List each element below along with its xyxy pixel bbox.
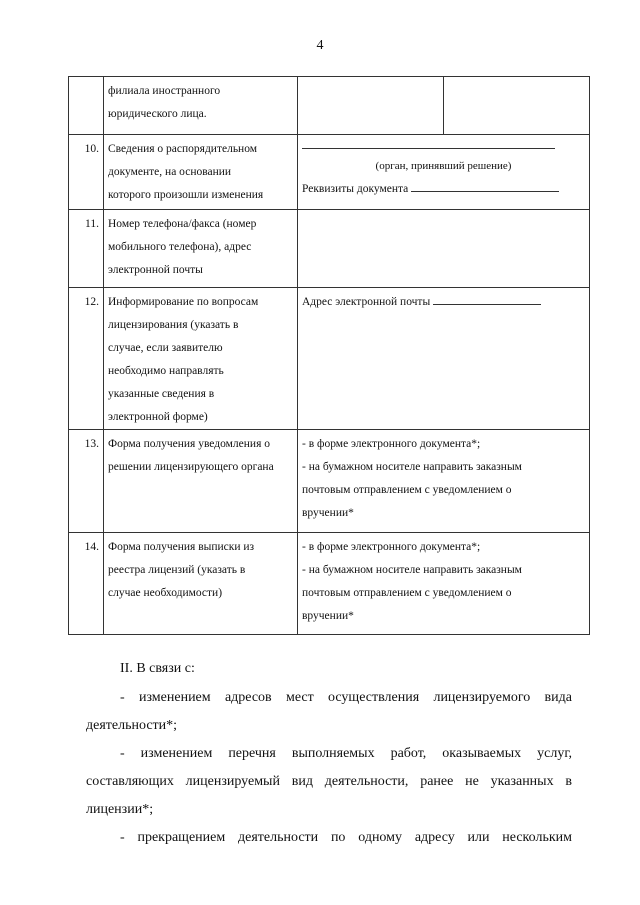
row-number-cell xyxy=(69,77,104,135)
option-line: вручении* xyxy=(302,610,354,622)
label-line: реестра лицензий (указать в xyxy=(108,564,246,576)
table-row xyxy=(69,210,590,288)
row-value-cell[interactable] xyxy=(298,77,444,135)
row-value-cell[interactable] xyxy=(298,533,590,635)
option-line: - в форме электронного документа*; xyxy=(302,541,481,553)
requisites-input-line[interactable] xyxy=(411,179,559,192)
table-row xyxy=(69,430,590,533)
label-line: необходимо направлять xyxy=(108,365,224,377)
paragraph-line: составляющих лицензируемый вид деятельности, ранее не указанных в xyxy=(86,774,572,789)
row-label-cell xyxy=(104,77,298,135)
label-line: электронной почты xyxy=(108,264,203,276)
email-label: Адрес электронной почты xyxy=(302,296,431,308)
label-line: случае необходимости) xyxy=(108,587,223,599)
label-line: указанные сведения в xyxy=(108,388,215,400)
requisites-label: Реквизиты документа xyxy=(302,183,409,195)
option-line: - на бумажном носителе направить заказным xyxy=(302,461,522,473)
row-value-cell[interactable] xyxy=(298,288,590,430)
option-line: - на бумажном носителе направить заказным xyxy=(302,564,522,576)
paragraph-line: деятельности*; xyxy=(86,718,178,733)
row-label-cell xyxy=(104,288,298,430)
label-line: Информирование по вопросам xyxy=(108,296,259,308)
paragraph-first-line: - изменением адресов мест осуществления лицензируемого вида xyxy=(120,690,572,705)
label-line: которого произошли изменения xyxy=(108,189,264,201)
option-line: почтовым отправлением с уведомлением о xyxy=(302,587,512,599)
row-label-cell xyxy=(104,135,298,210)
paragraph-first-line: - изменением перечня выполняемых работ, оказываемых услуг, xyxy=(120,746,572,761)
option-line: - в форме электронного документа*; xyxy=(302,438,481,450)
row-number: 13. xyxy=(69,430,104,533)
email-input-line[interactable] xyxy=(433,292,541,305)
label-line: лицензирования (указать в xyxy=(108,319,239,331)
email-line xyxy=(302,291,585,314)
label-line: Сведения о распорядительном xyxy=(108,143,258,155)
row-value-cell[interactable] xyxy=(444,77,590,135)
label-line: Форма получения уведомления о xyxy=(108,438,270,450)
application-form-table xyxy=(68,76,590,635)
label-line: юридического лица. xyxy=(108,108,207,120)
requisites-line xyxy=(302,178,585,201)
section-paragraph xyxy=(86,824,572,852)
row-number: 12. xyxy=(69,288,104,430)
section-paragraph xyxy=(86,684,572,740)
row-label-cell xyxy=(104,533,298,635)
organ-caption: (орган, принявший решение) xyxy=(375,160,512,172)
page-number: 4 xyxy=(316,38,324,53)
option-line: вручении* xyxy=(302,507,354,519)
row-value-cell[interactable] xyxy=(298,430,590,533)
label-line: Номер телефона/факса (номер xyxy=(108,218,257,230)
table-row xyxy=(69,288,590,430)
row-value-cell[interactable] xyxy=(298,210,590,288)
table-row xyxy=(69,533,590,635)
label-line: филиала иностранного xyxy=(108,85,221,97)
table-row xyxy=(69,77,590,135)
table-row xyxy=(69,135,590,210)
label-line: Форма получения выписки из xyxy=(108,541,255,553)
label-line: мобильного телефона), адрес xyxy=(108,241,252,253)
section-heading: II. В связи с: xyxy=(120,661,195,676)
row-number: 11. xyxy=(69,210,104,288)
row-label-cell xyxy=(104,210,298,288)
label-line: случае, если заявителю xyxy=(108,342,223,354)
row-number: 14. xyxy=(69,533,104,635)
organ-input-line[interactable] xyxy=(302,138,555,149)
paragraph-first-line: - прекращением деятельности по одному адресу или нескольким xyxy=(120,830,572,845)
paragraph-line: лицензии*; xyxy=(86,802,154,817)
row-label-cell xyxy=(104,430,298,533)
option-line: почтовым отправлением с уведомлением о xyxy=(302,484,512,496)
section-paragraph xyxy=(86,740,572,824)
label-line: решении лицензирующего органа xyxy=(108,461,274,473)
row-number: 10. xyxy=(69,135,104,210)
row-value-cell[interactable] xyxy=(298,135,590,210)
label-line: электронной форме) xyxy=(108,411,208,423)
label-line: документе, на основании xyxy=(108,166,232,178)
